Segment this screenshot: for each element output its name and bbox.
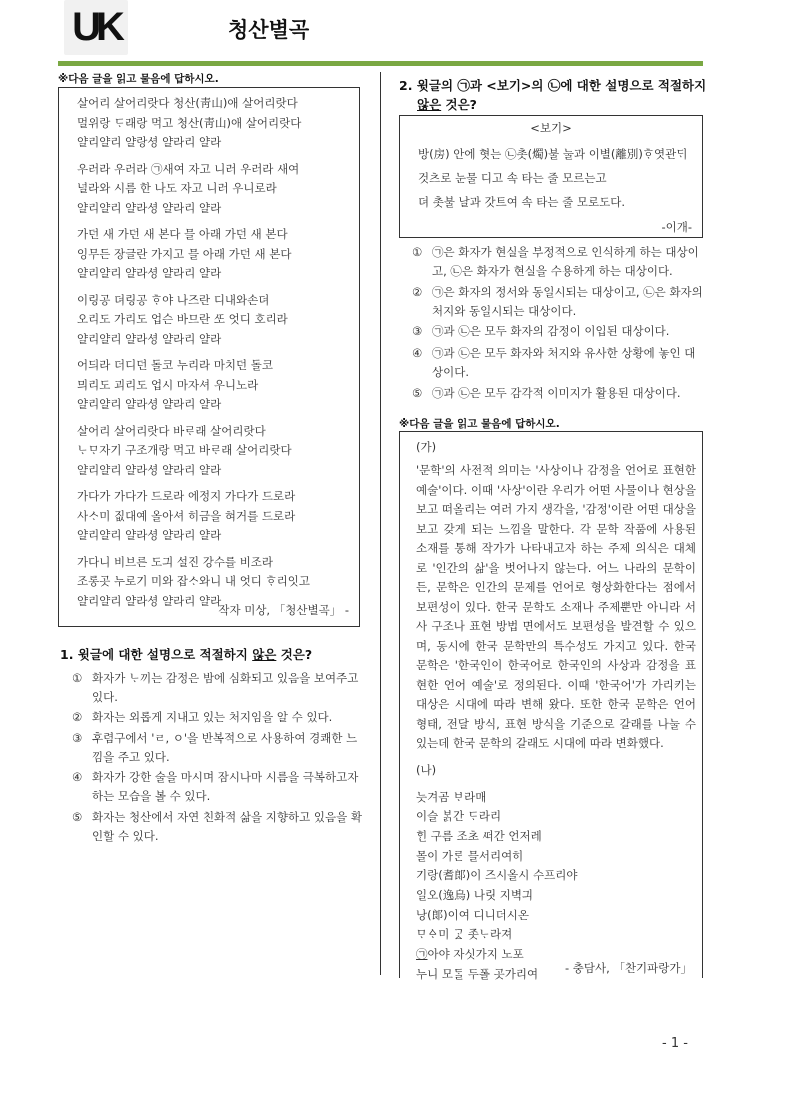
poem-line: 우러라 우러라 ㉠새여 자고 니러 우러라 새여	[77, 161, 300, 176]
option-text: ㉠과 ㉡은 모두 화자의 감정이 이입된 대상이다.	[432, 324, 670, 338]
q2-option-4[interactable]	[412, 344, 704, 381]
q2-title-rest: 것은?	[441, 97, 477, 112]
option-text: 화자가 ᄂᆞ끼는 감정은 밤에 심화되고 있음을 보여주고 있다.	[92, 671, 359, 704]
q2-title-emph: 않은	[417, 97, 442, 112]
option-text: 후렴구에서 'ㄹ, ㅇ'을 반복적으로 사용하여 경쾌한 느낌을 주고 있다.	[92, 731, 358, 764]
q2-title-line2	[399, 95, 706, 114]
q1-option-5[interactable]	[72, 808, 364, 845]
q1-option-3[interactable]	[72, 729, 364, 766]
q2-option-3[interactable]	[412, 322, 704, 341]
stanza	[77, 487, 359, 546]
poem-line: 가던 새 가던 새 본다 믈 아래 가던 새 본다	[77, 227, 288, 241]
poem-line: 가다가 가다가 드로라 에정지 가다가 드로라	[77, 489, 296, 503]
stanza	[77, 160, 359, 219]
poem-author: 작자 미상, 「청산별곡」 -	[218, 602, 349, 617]
verse-line: 누니 모ᄃᆞᆯ 두폴 곳가리여	[416, 966, 539, 981]
q1-title-emph: 않은	[252, 647, 277, 662]
poem-line: 얄리얄리 얄라셩 얄라리 얄라	[77, 462, 222, 477]
uk-logo: UK	[64, 0, 128, 55]
verse-line: ᄒᆡᆫ 구름 조초 ᄯᅥ간 언저레	[416, 828, 542, 843]
stanza	[77, 225, 359, 284]
poem-line: 널라와 시름 한 나도 자고 니러 우니로라	[77, 181, 277, 195]
verse-line: ᄆᆞᅀᆞ미 ᄀᆞᇫ 좃ᄂᆞ라져	[416, 927, 513, 942]
poem-line: 얄리얄리 얄라셩 얄라리 얄라	[77, 200, 222, 215]
poem-line: 얄리얄리 얄라셩 얄라리 얄라	[77, 266, 222, 280]
option-text: ㉠은 화자가 현실을 부정적으로 인식하게 하는 대상이고, ㉡은 화자가 현실을 수용하게 하는 대상이다.	[432, 245, 699, 278]
verse-line: 이슬 ᄇᆞᆰ간 ᄃᆞ라리	[416, 809, 502, 824]
poem-line: 살어리 살어리랏다 바ᄅᆞ래 살어리랏다	[77, 423, 266, 438]
verse-line-text: 아야 자싯가지 노포	[427, 947, 524, 962]
poem-line: 오리도 가리도 업슨 바므란 ᄯᅩ 엇디 호리라	[77, 312, 288, 326]
q2-option-2[interactable]	[412, 283, 704, 320]
stanza	[77, 356, 359, 415]
option-text: ㉠은 화자의 정서와 동일시되는 대상이고, ㉡은 화자의 처지와 동일시되는 대상이다.	[432, 285, 703, 318]
option-number: ①	[72, 671, 83, 685]
page-number: - 1 -	[662, 1036, 688, 1051]
page-title: 청산별곡	[228, 18, 310, 42]
q1-option-4[interactable]	[72, 768, 364, 805]
option-number: ③	[412, 324, 423, 338]
instruction-left: ※다음 글을 읽고 물음에 답하시오.	[58, 73, 219, 85]
stanza	[77, 94, 359, 153]
bogi-box	[399, 115, 703, 238]
option-number: ⑤	[412, 386, 423, 400]
option-number: ③	[72, 731, 83, 745]
poem-line: ᄂᆞᄆᆞ자기 구조개랑 먹고 바ᄅᆞ래 살어리랏다	[77, 443, 292, 457]
poem-line: 가다니 비브른 도긔 설진 강수를 비조라	[77, 554, 274, 569]
bogi-line: 뎌 촛불 날과 갓트여 속 타는 줄 모로도다.	[418, 195, 625, 209]
stanza	[77, 291, 359, 350]
q2-option-5[interactable]	[412, 384, 704, 403]
poem-line: 이링공 뎌링공 ᄒᆞ야 나즈란 디내와손뎌	[77, 292, 270, 307]
poem-line: 살어리 살어리랏다 청산(靑山)애 살어리랏다	[77, 96, 298, 110]
passage-na-verse	[416, 788, 696, 985]
question-2-title	[399, 76, 706, 114]
option-text: ㉠과 ㉡은 모두 화자와 처지와 유사한 상황에 놓인 대상이다.	[432, 346, 696, 379]
bogi-label: <보기>	[530, 121, 572, 135]
q1-option-2[interactable]	[72, 708, 364, 727]
poem-line: 어듸라 더디던 돌코 누리라 마치던 돌코	[77, 358, 274, 372]
circled-mark: ㉠	[416, 947, 428, 962]
option-number: ④	[412, 346, 423, 360]
option-number: ②	[72, 710, 83, 724]
option-text: 화자는 청산에서 자연 친화적 삶을 지향하고 있음을 확인할 수 있다.	[92, 810, 362, 843]
poem-line: 멀위랑 ᄃᆞ래랑 먹고 청산(靑山)애 살어리랏다	[77, 115, 302, 130]
stanza	[77, 422, 359, 481]
column-divider	[380, 72, 381, 975]
poem-line: 얄리얄리 얄라셩 얄라리 얄라	[77, 331, 222, 346]
option-text: 화자는 외롭게 지내고 있는 처지임을 알 수 있다.	[92, 710, 333, 724]
poem-line: 얄리얄리 얄라셩 얄라리 얄라	[77, 593, 222, 608]
verse-line: 일오(逸烏) 나릿 지벽긔	[416, 888, 534, 903]
poem-line: 얄리얄리 얄라셩 얄라리 얄라	[77, 397, 222, 411]
poem-line: 조롱곳 누로기 미와 잡ᄉᆞ와니 내 엇디 ᄒᆞ리잇고	[77, 574, 311, 588]
passage-ga-text: '문학'의 사전적 의미는 '사상이나 감정을 언어로 표현한 예술'이다. 이때 '사상'이란 우리가 어떤 사물이나 현상을 보고 떠올리는 여러 가지 생각을, '감정'이란 어떤 대상을 보고 갖게 되는 느낌을 말한다. 각 문학 작품에 사용된 소재를 통해 작가가 나타내고자 하는 주제 의식은 대체로 '인간의 삶'을 벗어나지 않는다. 어느 나라의 문학이든, 문학은 인간의 문제를 언어로 형상화한다는 점에서 보편성이 있다. 한국 문학도 소재나 주제뿐만 아니라 서사 구조나 표현 방법 면에서도 보편성을 발견할 수 있으며, 동시에 한국 문학만의 특수성도 가지고 있다. 한국 문학은 '한국인이 한국어로 한국인의 사상과 감정을 표현한 언어 예술'로 정의된다. 이때 '한국어'가 가리키는 대상은 시대에 따라 변해 왔다. 또한 한국 문학은 언어 형태, 전달 방식, 표현 방식을 기준으로 갈래를 나눌 수 있는데 한국 문학의 갈래도 시대에 따라 변화했다.	[416, 463, 696, 750]
poem-line: 믜리도 괴리도 업시 마자셔 우니노라	[77, 377, 259, 392]
option-number: ④	[72, 770, 83, 784]
poem-box	[58, 87, 360, 627]
poem-line: 얄리얄리 얄라셩 얄라리 얄라	[77, 528, 222, 542]
option-number: ⑤	[72, 810, 83, 824]
passage-ga-label: (가)	[416, 440, 437, 454]
poem-line: 사ᄉᆞ미 짒대예 올아셔 히금을 혀거를 드로라	[77, 508, 296, 523]
header-divider	[58, 61, 703, 66]
bogi-line: 것츠로 눈물 디고 속 타는 줄 모르는고	[418, 171, 607, 185]
option-number: ②	[412, 285, 423, 299]
option-text: 화자가 강한 술을 마시며 잠시나마 시름을 극복하고자 하는 모습을 볼 수 있다.	[92, 770, 359, 803]
instruction-right: ※다음 글을 읽고 물음에 답하시오.	[399, 418, 560, 430]
poem-line: 얄리얄리 얄랑셩 얄라리 얄라	[77, 135, 222, 149]
q2-title-line1: 2. 윗글의 ㉠과 <보기>의 ㉡에 대한 설명으로 적절하지	[399, 78, 707, 93]
bogi-line: 방(房) 안에 혓는 ㉡촛(燭)불 눌과 이별(離別)ᄒᆞ엿관ᄃᆡ	[418, 147, 688, 161]
passage-na-label: (나)	[416, 762, 437, 777]
option-text: ㉠과 ㉡은 모두 감각적 이미지가 활용된 대상이다.	[432, 386, 681, 400]
passage-na-source: - 충담사, 「찬기파랑가」	[565, 961, 692, 975]
poem-line: 잉무든 장글란 가지고 믈 아래 가던 새 본다	[77, 246, 292, 261]
q2-option-1[interactable]	[412, 243, 704, 280]
verse-line: 기랑(耆郞)이 즈시올시 수프리야	[416, 868, 578, 883]
option-number: ①	[412, 245, 423, 259]
verse-line: 몰이 가ᄅᆞᆫ 믈서리여히	[416, 848, 524, 863]
q1-option-1[interactable]	[72, 669, 364, 706]
verse-line: 낭(郞)이여 디니더시온	[416, 907, 529, 922]
passage-box	[399, 431, 703, 981]
bogi-author: -이개-	[661, 220, 692, 234]
question-1-title	[60, 645, 312, 664]
verse-line: 늣겨곰 ᄇᆞ라매	[416, 789, 487, 804]
q1-title-c: 것은?	[276, 647, 313, 662]
q1-title-a: 1. 윗글에 대한 설명으로 적절하지	[60, 647, 253, 662]
